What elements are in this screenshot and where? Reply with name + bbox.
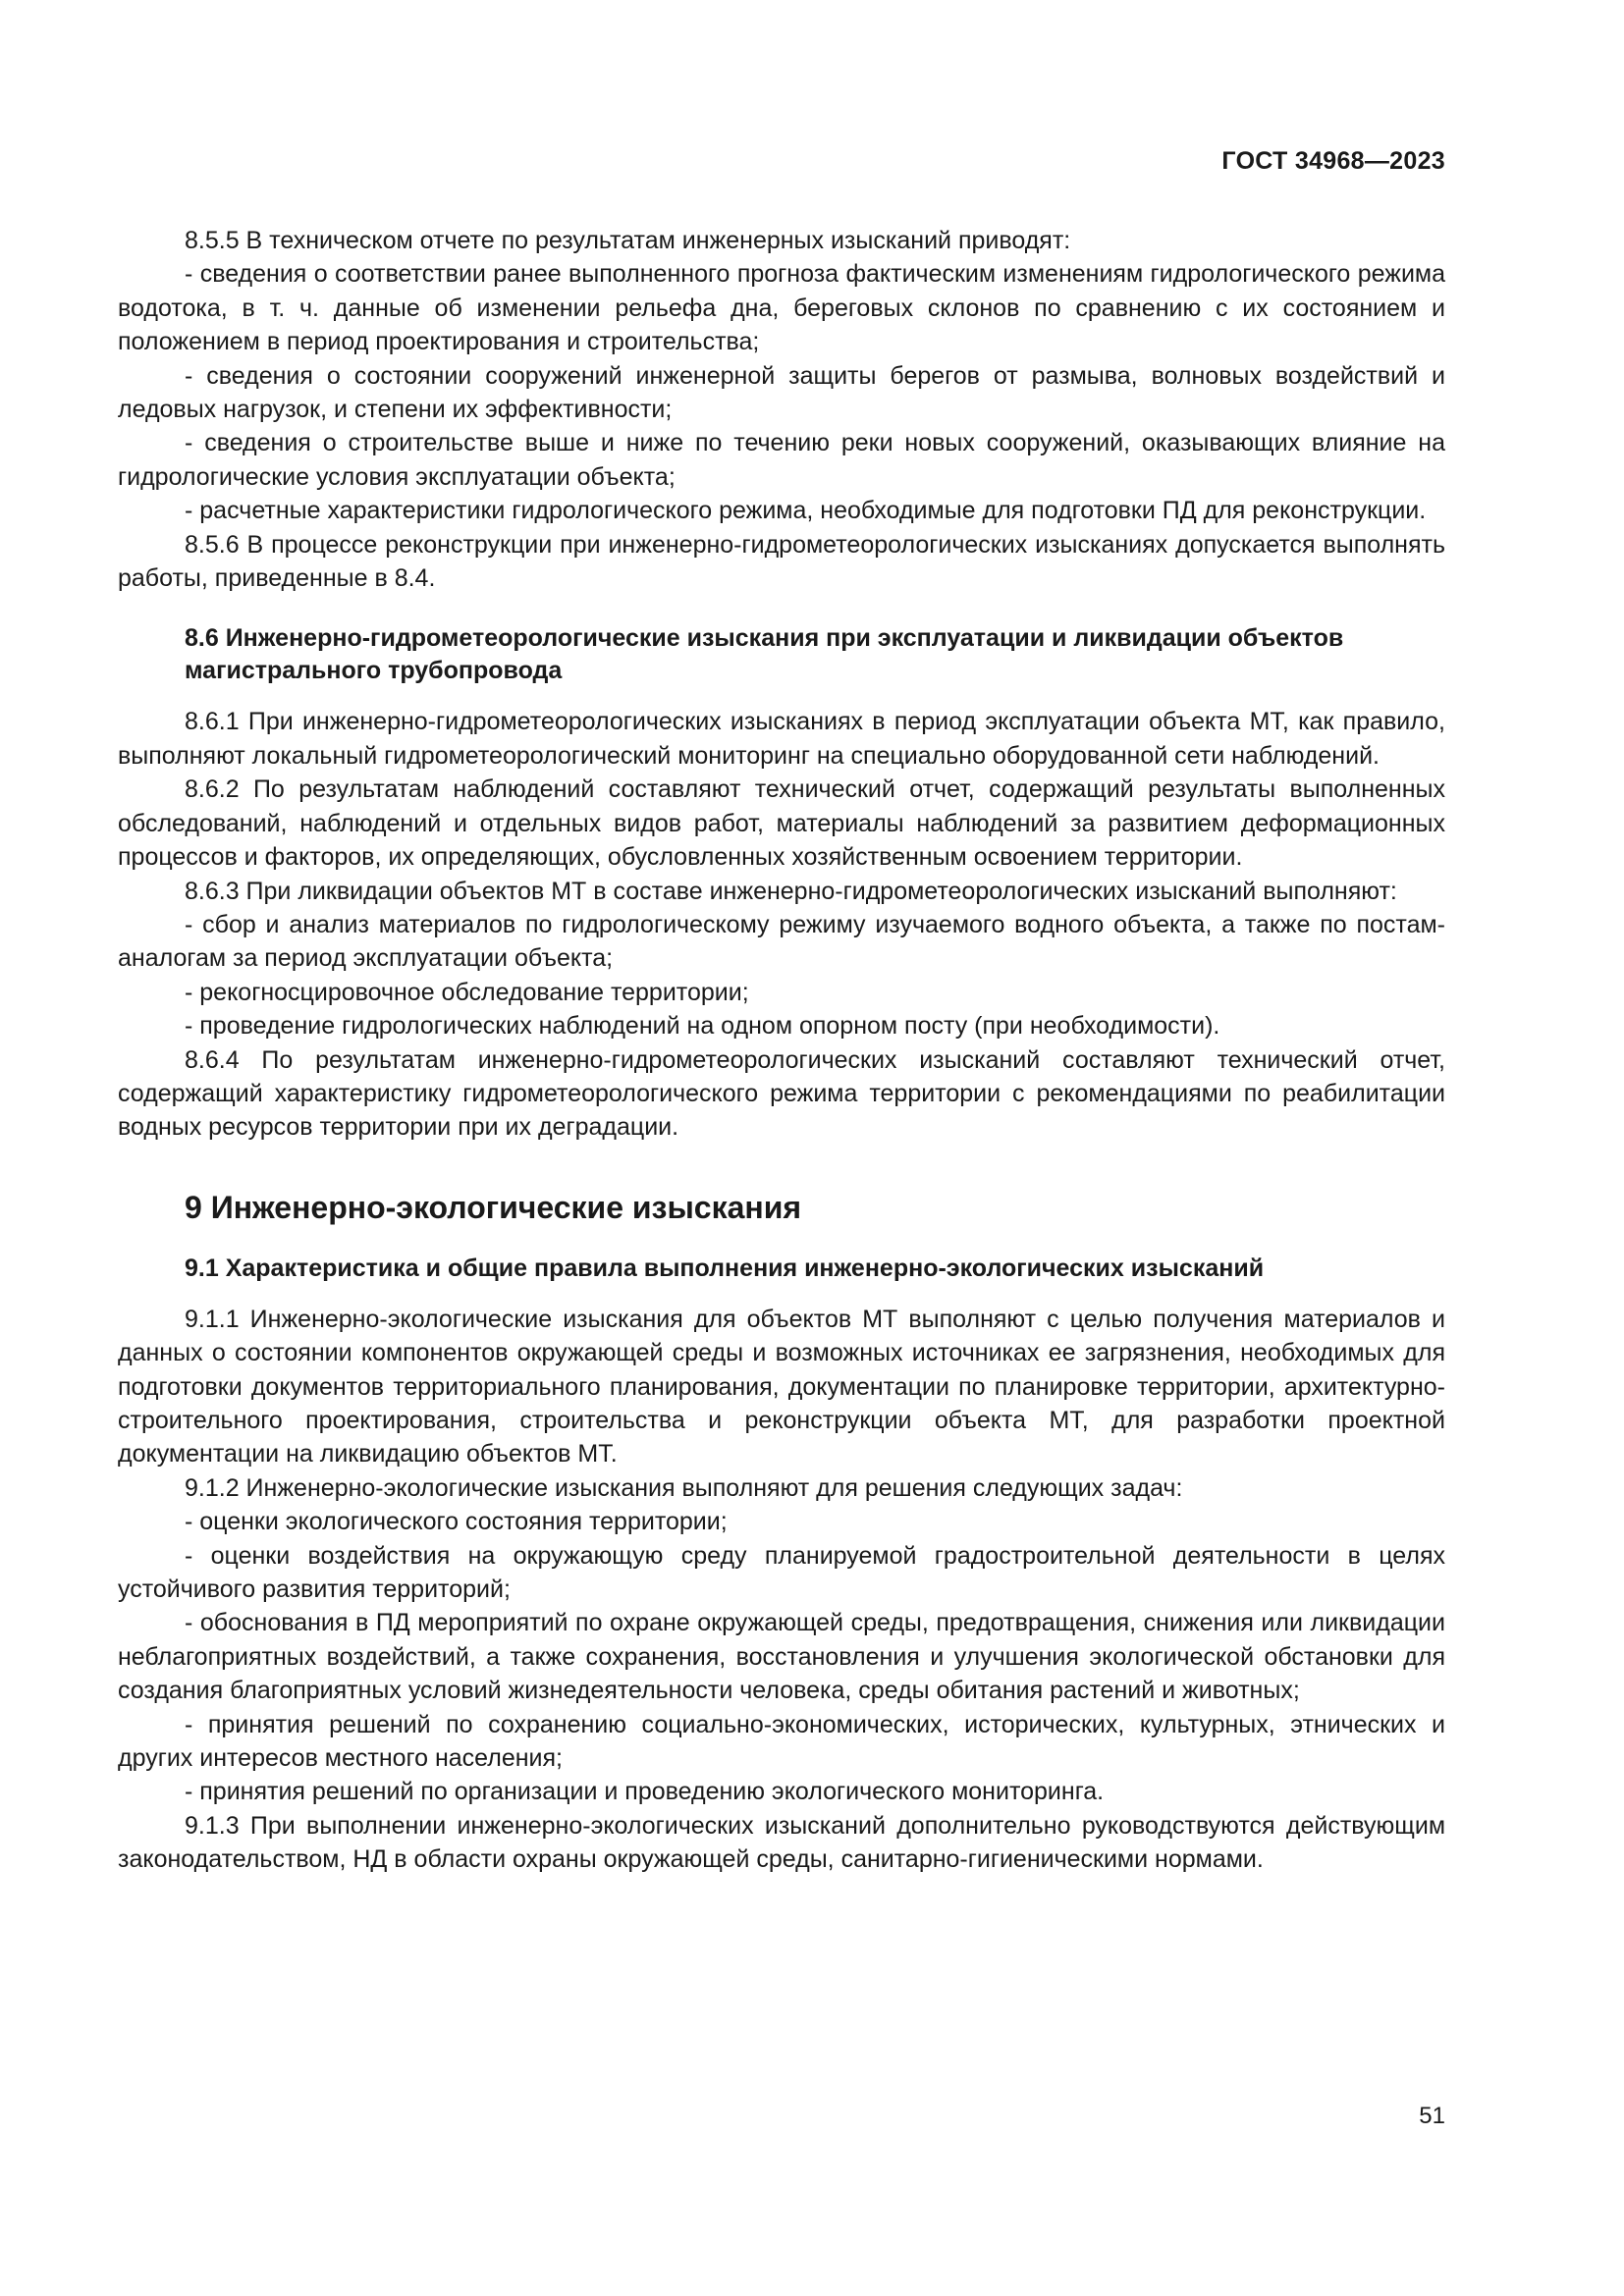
document-body bbox=[118, 224, 1445, 1877]
document-header: ГОСТ 34968—2023 bbox=[1221, 147, 1445, 175]
list-item: - принятия решений по организации и проведению экологического мониторинга. bbox=[185, 1778, 1105, 1806]
list-item: - сведения о соответствии ранее выполненного прогноза фактическим изменениям гидрологического режима водотока, в т. ч. данные об изменении рельефа дна, береговых склонов по сравнению с их состоянием и положением в период проектирования и строительства; bbox=[118, 260, 1445, 356]
paragraph-8-5-5: 8.5.5 В техническом отчете по результатам инженерных изысканий приводят: bbox=[185, 227, 1071, 254]
list-item: - сбор и анализ материалов по гидрологическому режиму изучаемого водного объекта, а также по постам-аналогам за период эксплуатации объекта; bbox=[118, 910, 1445, 973]
section-heading-9-1: 9.1 Характеристика и общие правила выполнения инженерно-экологических изысканий bbox=[185, 1254, 1265, 1282]
list-item: - принятия решений по сохранению социально-экономических, исторических, культурных, этнических и других интересов местного населения; bbox=[118, 1710, 1445, 1773]
paragraph-8-6-3: 8.6.3 При ликвидации объектов МТ в составе инженерно-гидрометеорологических изысканий выполняют: bbox=[185, 877, 1397, 905]
paragraph-9-1-2: 9.1.2 Инженерно-экологические изыскания выполняют для решения следующих задач: bbox=[185, 1473, 1183, 1502]
paragraph-8-6-1: 8.6.1 При инженерно-гидрометеорологических изысканиях в период эксплуатации объекта МТ, как правило, выполняют локальный гидрометеорологический мониторинг на специально оборудованной сети наблюдений. bbox=[118, 708, 1445, 770]
list-item: - сведения о состоянии сооружений инженерной защиты берегов от размыва, волновых воздействий и ледовых нагрузок, и степени их эффективности; bbox=[118, 361, 1445, 424]
list-item: - обоснования в ПД мероприятий по охране окружающей среды, предотвращения, снижения или ликвидации неблагоприятных воздействий, а также сохранения, восстановления и улучшения экологической обстановки для создания благоприятных условий жизнедеятельности человека, среды обитания растений и животных; bbox=[118, 1609, 1445, 1705]
chapter-heading-9: 9 Инженерно-экологические изыскания bbox=[185, 1189, 802, 1225]
section-heading-8-6: 8.6 Инженерно-гидрометеорологические изыскания при эксплуатации и ликвидации объектов магистрального трубопровода bbox=[185, 624, 1344, 685]
page-number: 51 bbox=[1419, 2103, 1445, 2129]
list-item: - рекогносцировочное обследование территории; bbox=[185, 978, 749, 1006]
paragraph-9-1-3: 9.1.3 При выполнении инженерно-экологических изысканий дополнительно руководствуются действующим законодательством, НД в области охраны окружающей среды, санитарно-гигиеническими нормами. bbox=[118, 1811, 1445, 1874]
paragraph-8-5-6: 8.5.6 В процессе реконструкции при инженерно-гидрометеорологических изысканиях допускается выполнять работы, приведенные в 8.4. bbox=[118, 530, 1445, 593]
list-item: - проведение гидрологических наблюдений на одном опорном посту (при необходимости). bbox=[185, 1012, 1220, 1041]
paragraph-9-1-1: 9.1.1 Инженерно-экологические изыскания для объектов МТ выполняют с целью получения материалов и данных о состоянии компонентов окружающей среды и возможных источниках ее загрязнения, необходимых для подготовки документов территориального планирования, документации по планировке территории, архитектурно-строительного проектирования, строительства и реконструкции объекта МТ, для разработки проектной документации на ликвидацию объектов МТ. bbox=[118, 1305, 1445, 1468]
list-item: - оценки экологического состояния территории; bbox=[185, 1508, 728, 1536]
paragraph-8-6-4: 8.6.4 По результатам инженерно-гидрометеорологических изысканий составляют технический отчет, содержащий характеристику гидрометеорологического режима территории с рекомендациями по реабилитации водных ресурсов территории при их деградации. bbox=[118, 1045, 1445, 1142]
list-item: - оценки воздействия на окружающую среду планируемой градостроительной деятельности в целях устойчивого развития территорий; bbox=[118, 1541, 1445, 1603]
list-item: - сведения о строительстве выше и ниже по течению реки новых сооружений, оказывающих влияние на гидрологические условия эксплуатации объекта; bbox=[118, 429, 1445, 491]
paragraph-8-6-2: 8.6.2 По результатам наблюдений составляют технический отчет, содержащий результаты выполненных обследований, наблюдений и отдельных видов работ, материалы наблюдений за развитием деформационных процессов и факторов, их определяющих, обусловленных хозяйственным освоением территории. bbox=[118, 775, 1445, 872]
list-item: - расчетные характеристики гидрологического режима, необходимые для подготовки ПД для реконструкции. bbox=[185, 497, 1427, 525]
